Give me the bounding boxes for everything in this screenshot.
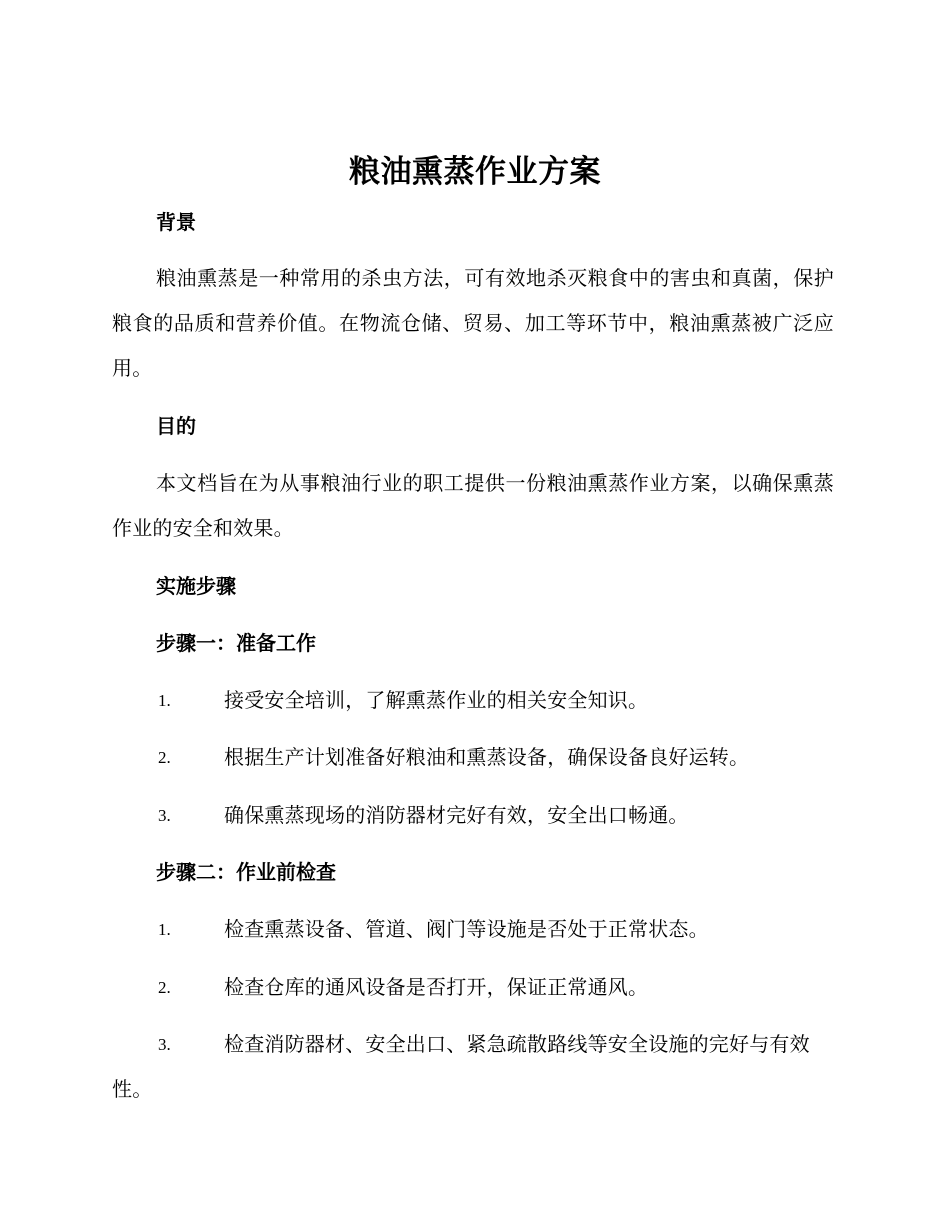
list-item — [112, 907, 834, 952]
list-number: 1. — [158, 920, 171, 939]
section-heading-background: 背景 — [156, 210, 196, 234]
list-item — [112, 735, 834, 780]
list-item-text: 检查消防器材、安全出口、紧急疏散路线等安全设施的完好与有效性。 — [112, 1032, 810, 1101]
section-heading-steps: 实施步骤 — [156, 574, 236, 598]
list-item-text: 接受安全培训，了解熏蒸作业的相关安全知识。 — [224, 688, 649, 712]
list-number: 1. — [158, 691, 171, 710]
list-item-text: 检查熏蒸设备、管道、阀门等设施是否处于正常状态。 — [224, 917, 709, 941]
purpose-paragraph: 本文档旨在为从事粮油行业的职工提供一份粮油熏蒸作业方案，以确保熏蒸作业的安全和效果。 — [112, 471, 834, 540]
list-number: 2. — [158, 748, 171, 767]
background-paragraph: 粮油熏蒸是一种常用的杀虫方法，可有效地杀灭粮食中的害虫和真菌，保护粮食的品质和营养价值。在物流仓储、贸易、加工等环节中，粮油熏蒸被广泛应用。 — [112, 266, 834, 380]
section-heading-purpose: 目的 — [156, 414, 196, 438]
list-item — [112, 793, 834, 838]
list-item — [112, 1022, 834, 1112]
list-item — [112, 965, 834, 1010]
list-item — [112, 678, 834, 723]
list-item-text: 根据生产计划准备好粮油和熏蒸设备，确保设备良好运转。 — [224, 745, 750, 769]
list-number: 2. — [158, 978, 171, 997]
list-number: 3. — [158, 1035, 171, 1054]
list-item-text: 确保熏蒸现场的消防器材完好有效，安全出口畅通。 — [224, 803, 689, 827]
step2-heading: 步骤二：作业前检查 — [156, 860, 336, 884]
list-item-text: 检查仓库的通风设备是否打开，保证正常通风。 — [224, 975, 649, 999]
document-title: 粮油熏蒸作业方案 — [349, 154, 601, 190]
step1-heading: 步骤一：准备工作 — [156, 631, 316, 655]
list-number: 3. — [158, 806, 171, 825]
